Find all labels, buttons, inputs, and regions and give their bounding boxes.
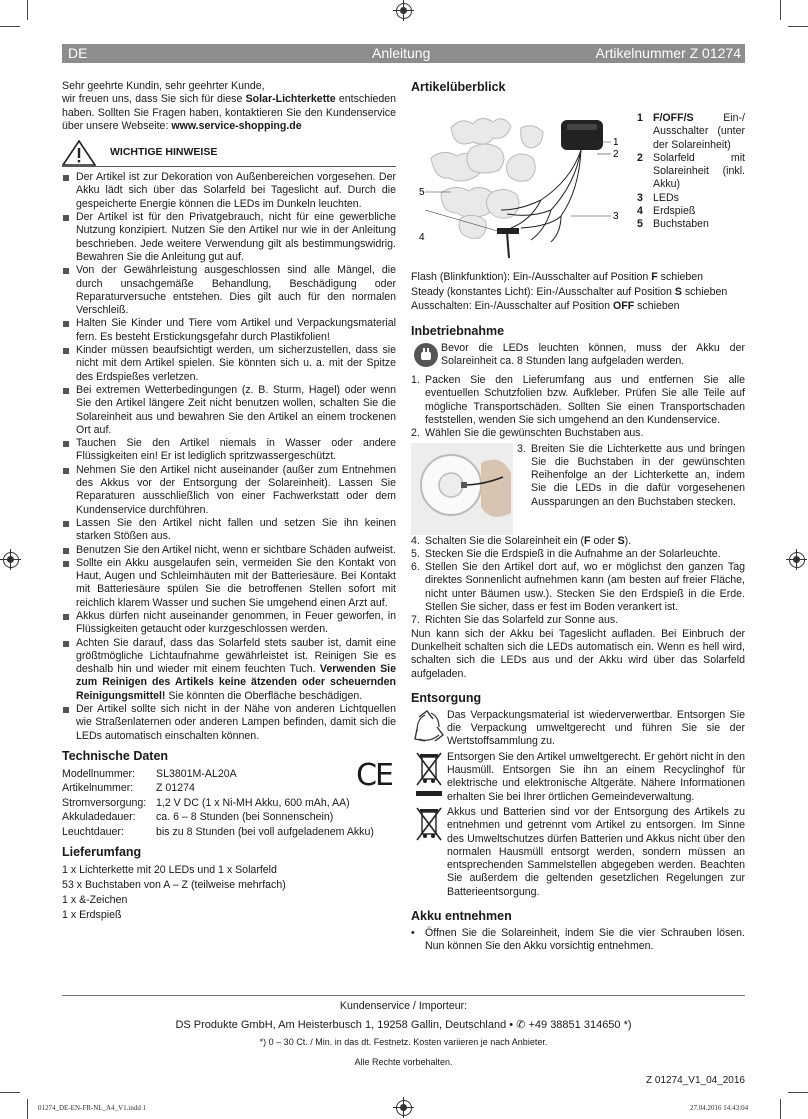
crop-mark: [27, 1099, 28, 1119]
list-item: Nehmen Sie den Artikel nicht auseinander (außer zum Entnehmen des Akkus vor der Entsorgung der Solareinheit). Lassen Sie Reparaturen ausschließlich von einer Fachwerkstatt oder dem Kundenservice durchführen.: [62, 464, 396, 517]
tech-table: [62, 767, 374, 840]
setup-outro: Nun kann sich der Akku bei Tageslicht aufladen. Bei Einbruch der Dunkelheit schalten sich die LEDs automatisch ein. Wenn es hell wird, schalten sich die LEDs aus und der Akku wird über das Solarfeld aufgeladen.: [411, 627, 745, 680]
list-item: Kinder müssen beaufsichtigt werden, um sicherzustellen, dass sie nicht mit dem Artikel spielen. Sie könnten sich u. a. mit der Spitze des Erdspießes verletzen.: [62, 344, 396, 384]
footer-address: DS Produkte GmbH, Am Heisterbusch 1, 19258 Gallin, Deutschland • ✆ +49 38851 314650 *): [175, 1019, 632, 1032]
warning-title: WICHTIGE HINWEISE: [110, 146, 218, 159]
list-item: Tauchen Sie den Artikel niemals in Wasser oder andere Flüssigkeiten ein! Er ist lediglich spritzwassergeschützt.: [62, 437, 396, 464]
list-item: Benutzen Sie den Artikel nicht, wenn er sichtbare Schäden aufweist.: [62, 544, 396, 557]
header-lang: DE: [68, 45, 88, 61]
mode-off: Ausschalten: Ein-/Ausschalter auf Position OFF schieben: [411, 300, 680, 312]
warning-list: [62, 171, 396, 743]
list-item: 1 x Erdspieß: [62, 909, 122, 922]
setup-title: Inbetriebnahme: [411, 323, 505, 338]
greeting: Sehr geehrte Kundin, sehr geehrter Kunde,: [62, 80, 265, 92]
callout-2: 2: [613, 149, 619, 160]
callout-3: 3: [613, 211, 619, 222]
callout-1: 1: [613, 137, 619, 148]
battery-item: • Öffnen Sie die Solareinheit, indem Sie die vier Schrauben lösen. Nun können Sie den Akku vorsichtig entnehmen.: [411, 927, 745, 953]
step3-photo: [411, 443, 513, 535]
charge-hand-icon: [411, 342, 441, 369]
registration-mark-icon: [396, 1100, 412, 1116]
registration-mark-icon: [789, 552, 805, 568]
battery-bin-icon: [411, 806, 447, 899]
footer: [62, 995, 745, 1087]
warning-header: [62, 139, 396, 167]
table-row: Artikelnummer: Z 01274: [62, 782, 195, 795]
list-item: Von der Gewährleistung ausgeschlossen sind alle Mängel, die durch unsachgemäße Behandlung, Beschädigung oder Reparaturversuche entstehen. Dies gilt auch für den normalen Verschleiß.: [62, 264, 396, 317]
list-item: Halten Sie Kinder und Tiere vom Artikel und Verpackungsmaterial fern. Es besteht Erstickungsgefahr durch Plastikfolien!: [62, 317, 396, 344]
crop-mark: [27, 0, 28, 20]
mode-steady: Steady (konstantes Licht): Ein-/Ausschalter auf Position S schieben: [411, 285, 728, 298]
header-article-number: Artikelnummer Z 01274: [595, 45, 741, 61]
list-item: 1. Packen Sie den Lieferumfang aus und entfernen Sie alle eventuellen Schutzfolien bzw. Aufkleber. Prüfen Sie alle Teile auf mögliche Transportschäden. Sollten Sie einen Transportschaden feststellen, wenden Sie sich umgehend an den Kundenservice.: [411, 374, 745, 426]
list-item: 5. Stecken Sie die Erdspieß in die Aufnahme an der Solarleuchte.: [411, 547, 721, 560]
crop-mark: [788, 1092, 808, 1093]
disposal-device: Entsorgen Sie den Artikel umweltgerecht. Er gehört nicht in den Hausmüll. Entsorgen Sie ihn an einem Recyclinghof für elektrische und elektronische Altgeräte. Nähere Informationen erhalten Sie bei Ihrer örtlichen Gemeindeverwaltung.: [411, 751, 745, 804]
website-link[interactable]: www.service-shopping.de: [171, 119, 302, 132]
battery-title: Akku entnehmen: [411, 909, 512, 923]
legend-item: 3 LEDs: [637, 191, 679, 204]
footer-rights: Alle Rechte vorbehalten.: [354, 1056, 453, 1067]
table-row: Modellnummer: SL3801M-AL20A: [62, 767, 237, 780]
setup-step-3: [513, 443, 745, 535]
header-title: Anleitung: [372, 45, 431, 61]
table-row: Akkuladedauer: ca. 6 – 8 Stunden (bei Sonnenschein): [62, 811, 334, 824]
legend-item: 1 F/OFF/S Ein-/ Ausschalter (unter der Solareinheit): [637, 112, 745, 151]
bullet-icon: •: [411, 927, 415, 939]
overview-title: Artikelüberblick: [411, 80, 506, 94]
legend-item: 2 Solarfeld mit Solareinheit (inkl. Akku): [637, 151, 745, 191]
crop-mark: [0, 1092, 20, 1093]
disposal-packaging: Das Verpackungsmaterial ist wiederverwertbar. Entsorgen Sie die Verpackung umweltgerecht und führen Sie sie der Wertstoffsammlung zu.: [411, 709, 745, 749]
registration-mark-icon: [3, 552, 19, 568]
legend-item: 4 Erdspieß: [637, 205, 696, 218]
callout-5: 5: [419, 187, 425, 198]
setup-steps: [411, 374, 745, 440]
slug-right: 27.04.2016 14:43:04: [690, 1104, 749, 1112]
list-item: 3. Breiten Sie die Lichterkette aus und bringen Sie die Buchstaben in der gewünschten Reihenfolge an der Lichterkette an, indem Sie die LEDs in die dafür vorgesehenen Aussparungen an den Buchstaben stecken.: [517, 442, 745, 508]
mode-list: [411, 270, 745, 314]
list-item: Der Artikel ist für den Privatgebrauch, nicht für eine gewerbliche Nutzung konzipiert. Nutzen Sie den Artikel nur wie in der Anleitung beschrieben. Jede weitere Verwendung gilt als bestimmungswidrig. Bewahren Sie die Anleitung gut auf.: [62, 211, 396, 264]
list-item: 2. Wählen Sie die gewünschten Buchstaben aus.: [411, 427, 644, 440]
list-item: Bei extremen Wetterbedingungen (z. B. Sturm, Hagel) oder wenn Sie den Artikel längere Zeit nicht benutzen wollen, schalten Sie die Solareinheit aus und bewahren Sie den Artikel an einem trockenen Ort auf.: [62, 384, 396, 437]
header-bar: [62, 44, 745, 63]
product-drawing-icon: [411, 98, 627, 258]
footer-cost-note: *) 0 – 30 Ct. / Min. in das dt. Festnetz. Kosten variieren je nach Anbieter.: [259, 1036, 548, 1047]
crop-mark: [788, 26, 808, 27]
product-illustration: [411, 98, 627, 258]
scope-list: [62, 863, 396, 923]
table-row: Leuchtdauer: bis zu 8 Stunden (bei voll aufgeladenem Akku): [62, 825, 374, 838]
tech-section: [62, 749, 396, 840]
list-item: Akkus dürfen nicht auseinander genommen, in Feuer geworfen, in Flüssigkeiten getaucht oder kurzgeschlossen werden.: [62, 610, 396, 637]
footer-label: Kundenservice / Importeur:: [339, 1000, 468, 1012]
list-item: Achten Sie darauf, dass das Solarfeld stets sauber ist, damit eine größtmögliche Lichtaufnahme gewährleistet ist. Reinigen Sie es deshalb hin und wieder mit einem feuchten Tuch. Verwenden Sie zum Reinigen des Artikels keine ätzenden oder scheuernden Reinigungsmittel! Sie könnten die Oberfläche beschädigen.: [62, 637, 396, 703]
phone-icon: ✆: [516, 1019, 526, 1032]
slug-left: 01274_DE-EN-FR-NL_A4_V1.indd 1: [38, 1104, 147, 1112]
scope-title: Lieferumfang: [62, 845, 142, 860]
crop-mark: [780, 1099, 781, 1119]
doc-id: Z 01274_V1_04_2016: [646, 1075, 745, 1087]
list-item: 53 x Buchstaben von A – Z (teilweise mehrfach): [62, 879, 286, 892]
left-column: [62, 80, 396, 923]
list-item: Lassen Sie den Artikel nicht fallen und setzen Sie ihn keinen starken Stößen aus.: [62, 517, 396, 544]
list-item: 1 x Lichterkette mit 20 LEDs und 1 x Solarfeld: [62, 864, 277, 877]
step3-block: [411, 443, 745, 535]
recycle-icon: [411, 709, 447, 749]
ce-mark-icon: CE: [356, 757, 392, 793]
disposal-battery: Akkus und Batterien sind vor der Entsorgung des Artikels zu entnehmen und getrennt vom Artikel zu entsorgen. Im Sinne des Umweltschutzes dürfen Batterien und Akkus nicht über den normalen Hausmüll entsorgt werden, sondern müssen an entsprechenden Sammelstellen abgegeben werden. Beachten Sie außerdem die geltenden gesetzlichen Regelungen zur Batterieentsorgung.: [411, 806, 745, 899]
warning-triangle-icon: [62, 140, 96, 166]
list-item: 7. Richten Sie das Solarfeld zur Sonne aus.: [411, 614, 619, 627]
list-item: 4. Schalten Sie die Solareinheit ein (F oder S).: [411, 534, 632, 547]
parts-legend: [627, 98, 745, 258]
overview-block: [411, 98, 745, 258]
right-column: [411, 80, 745, 954]
tech-title: Technische Daten: [62, 748, 169, 763]
setup-note: Bevor die LEDs leuchten können, muss der Akku der Solareinheit ca. 8 Stunden lang aufgeladen werden.: [411, 342, 745, 369]
list-item: Sollte ein Akku ausgelaufen sein, vermeiden Sie den Kontakt von Haut, Augen und Schleimhäuten mit der Batteriesäure. Bei Kontakt mit Batteriesäure spülen Sie die betroffenen Stellen sofort mit reichlich klarem Wasser und suchen Sie umgehend einen Arzt auf.: [62, 557, 396, 610]
list-item: Der Artikel ist zur Dekoration von Außenbereichen vorgesehen. Der Akku lädt sich über das Solarfeld bei Tageslicht auf. Durch die gespeicherte Energie können die LEDs im Dunkeln leuchten.: [62, 171, 396, 211]
list-item: 1 x &-Zeichen: [62, 894, 128, 907]
callout-4: 4: [419, 232, 425, 243]
mode-flash: Flash (Blinkfunktion): Ein-/Ausschalter auf Position F schieben: [411, 271, 704, 283]
table-row: Stromversorgung: 1,2 V DC (1 x Ni-MH Akku, 600 mAh, AA): [62, 796, 350, 809]
legend-item: 5 Buchstaben: [637, 218, 709, 231]
intro-text: wir freuen uns, dass Sie sich für diese Solar-Lichterkette entschieden haben. Sollten Sie Fragen haben, kontaktieren Sie den Kundenservice über unsere Webseite: www.service-shopping.de: [62, 93, 397, 132]
setup-steps-2: [411, 535, 745, 628]
crossed-bin-icon: [411, 751, 447, 804]
crop-mark: [780, 0, 781, 20]
crop-mark: [0, 26, 20, 27]
list-item: 6. Stellen Sie den Artikel dort auf, wo er möglichst den ganzen Tag direktes Sonnenlicht aufnehmen kann (am besten auf freier Fläche, nicht unter Bäumen usw.). Stecken Sie den Erdspieß in die Erde. Stellen Sie sicher, dass er fest im Boden verankert ist.: [411, 561, 745, 614]
disposal-title: Entsorgung: [411, 690, 482, 705]
letter-photo-icon: [411, 443, 513, 535]
list-item: Der Artikel sollte sich nicht in der Nähe von anderen Lichtquellen wie Straßenlaternen oder anderen Lampen befinden, damit sich die LEDs automatisch einschalten können.: [62, 703, 396, 743]
registration-mark-icon: [396, 3, 412, 19]
